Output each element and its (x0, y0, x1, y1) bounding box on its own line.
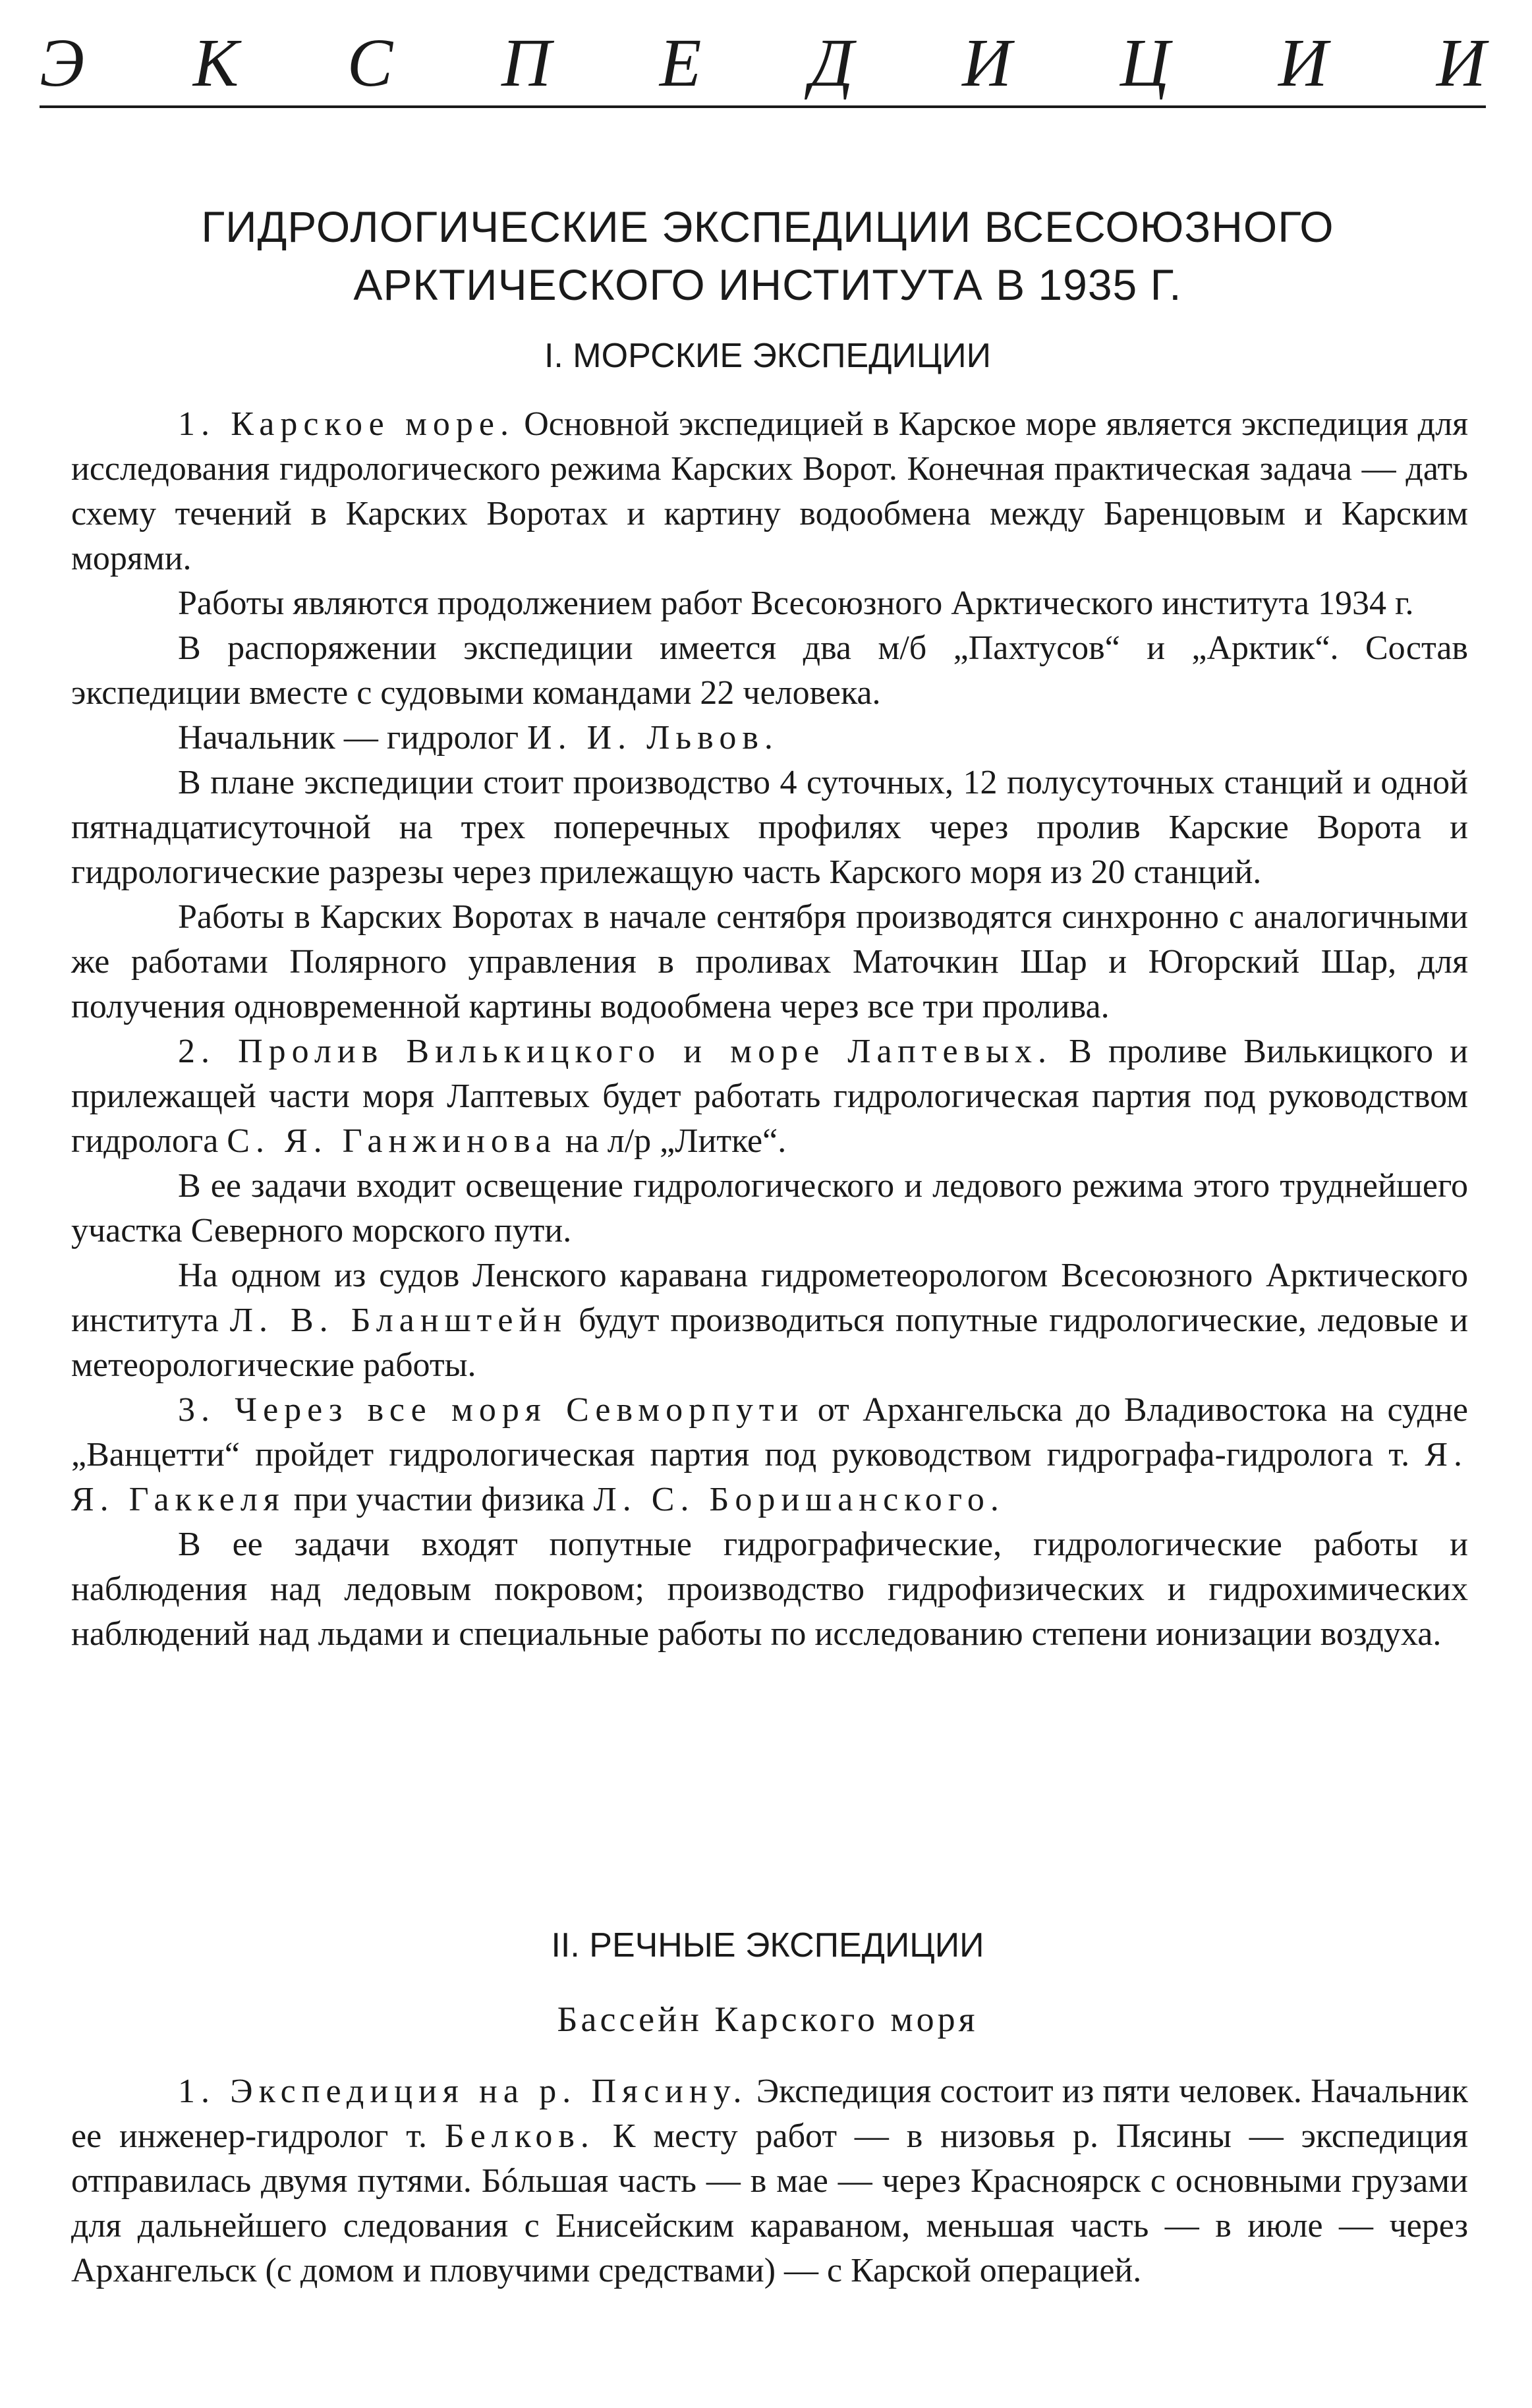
paragraph-text: Основной экспедицией в Карское море является экспедиция для исследования гидрологического режима Карских Ворот. Конечная практическая задача — дать схему течений в Карских Воротах и картину водообмена между Баренцовым и Карским морями. (71, 405, 1468, 577)
running-head-letter: К (192, 25, 239, 101)
paragraph-text: при участии физика (293, 1481, 585, 1518)
section-2-body (71, 2069, 1468, 2293)
paragraph: Работы являются продолжением работ Всесоюзного Арктического института 1934 г. (178, 585, 1414, 622)
section-2-heading: II. РЕЧНЫЕ ЭКСПЕДИЦИИ (551, 1926, 984, 1964)
paragraph-text: Экспедиция состоит из пяти человек. Начальник ее инженер-гидролог т. (71, 2073, 1469, 2155)
paragraph-text: К месту работ — в низовья р. Пясины — экспедиция отправилась двумя путями. Бóльшая часть — в мае — через Красноярск с основными грузами для дальнейшего следования с Енисейским караваном, меньшая часть — в июле — через Архангельск (с домом и пловучими средствами) — с Карской операцией. (71, 2117, 1469, 2289)
running-head-letter: Д (810, 25, 854, 101)
person-name: С. Я. Ганжинова (227, 1122, 557, 1160)
running-head-letter: Ц (1120, 25, 1170, 101)
section-1-body (71, 402, 1468, 1657)
item-lead: 1. Экспедиция на р. Пясину. (178, 2073, 748, 2110)
paragraph (71, 2069, 1468, 2293)
paragraph-text: На одном из судов Ленского каравана гидрометеорологом Всесоюзного Арктического института (71, 1257, 1468, 1339)
person-name: Я. Я. Гаккеля (71, 1436, 1468, 1518)
running-head-letter: И (1278, 25, 1328, 101)
paragraph (71, 1029, 1468, 1164)
paragraph (71, 1388, 1468, 1522)
header-rule (40, 105, 1486, 108)
paragraph: В ее задачи входят попутные гидрографические, гидрологические работы и наблюдения над ледовым покровом; производство гидрофизических и гидрохимических наблюдений над льдами и специальные работы по исследованию степени ионизации воздуха. (71, 1526, 1468, 1653)
running-head-letter: С (347, 25, 393, 101)
title-line-1: ГИДРОЛОГИЧЕСКИЕ ЭКСПЕДИЦИИ ВСЕСОЮЗНОГО (201, 202, 1334, 251)
running-head-letter: Э (40, 25, 85, 101)
running-head (40, 24, 1486, 103)
running-head-letter: И (962, 25, 1012, 101)
paragraph-text: Начальник — гидролог (178, 719, 519, 757)
paragraph (71, 402, 1468, 581)
person-name: Белков. (444, 2117, 595, 2155)
paragraph (71, 1253, 1468, 1388)
paragraph (71, 716, 1468, 760)
item-lead: 3. Через все моря Севморпути (178, 1391, 805, 1429)
running-head-letter: И (1436, 25, 1486, 101)
paragraph: В распоряжении экспедиции имеется два м/б „Пахтусов“ и „Арктик“. Состав экспедиции вместе с судовыми командами 22 человека. (71, 629, 1468, 712)
person-name: Л. В. Бланштейн (229, 1302, 568, 1339)
paragraph: Работы в Карских Воротах в начале сентября производятся синхронно с аналогичными же работами Полярного управления в проливах Маточкин Шар и Югорский Шар, для получения одновременной картины водообмена через все три пролива. (71, 898, 1468, 1025)
article-title (72, 198, 1463, 314)
item-lead: 1. Карское море. (178, 405, 515, 443)
section-1-heading: I. МОРСКИЕ ЭКСПЕДИЦИИ (544, 337, 992, 375)
paragraph-text: на л/р „Литке“. (565, 1122, 787, 1160)
section-2-subheading: Бассейн Карского моря (557, 1999, 979, 2039)
paragraph: В ее задачи входит освещение гидрологического и ледового режима этого труднейшего участка Северного морского пути. (71, 1167, 1468, 1249)
running-head-letter: П (501, 25, 552, 101)
person-name: И. И. Львов. (527, 719, 779, 757)
paragraph-text: от Архангельска до Владивостока на судне „Ванцетти“ пройдет гидрологическая партия под руководством гидрографа-гидролога т. (71, 1391, 1468, 1474)
paragraph-text: будут производиться попутные гидрологические, ледовые и метеорологические работы. (71, 1302, 1469, 1384)
item-lead: 2. Пролив Вилькицкого и море Лаптевых. (178, 1033, 1053, 1070)
paragraph-text: В проливе Вилькицкого и прилежащей части моря Лаптевых будет работать гидрологическая партия под руководством гидролога (71, 1033, 1468, 1160)
person-name: Л. С. Боришанского. (593, 1481, 1005, 1518)
running-head-letter: Е (659, 25, 702, 101)
paragraph: В плане экспедиции стоит производство 4 суточных, 12 полусуточных станций и одной пятнадцатисуточной на трех поперечных профилях через пролив Карские Ворота и гидрологические разрезы через прилежащую часть Карского моря из 20 станций. (71, 764, 1468, 891)
title-line-2: АРКТИЧЕСКОГО ИНСТИТУТА В 1935 Г. (353, 260, 1182, 309)
